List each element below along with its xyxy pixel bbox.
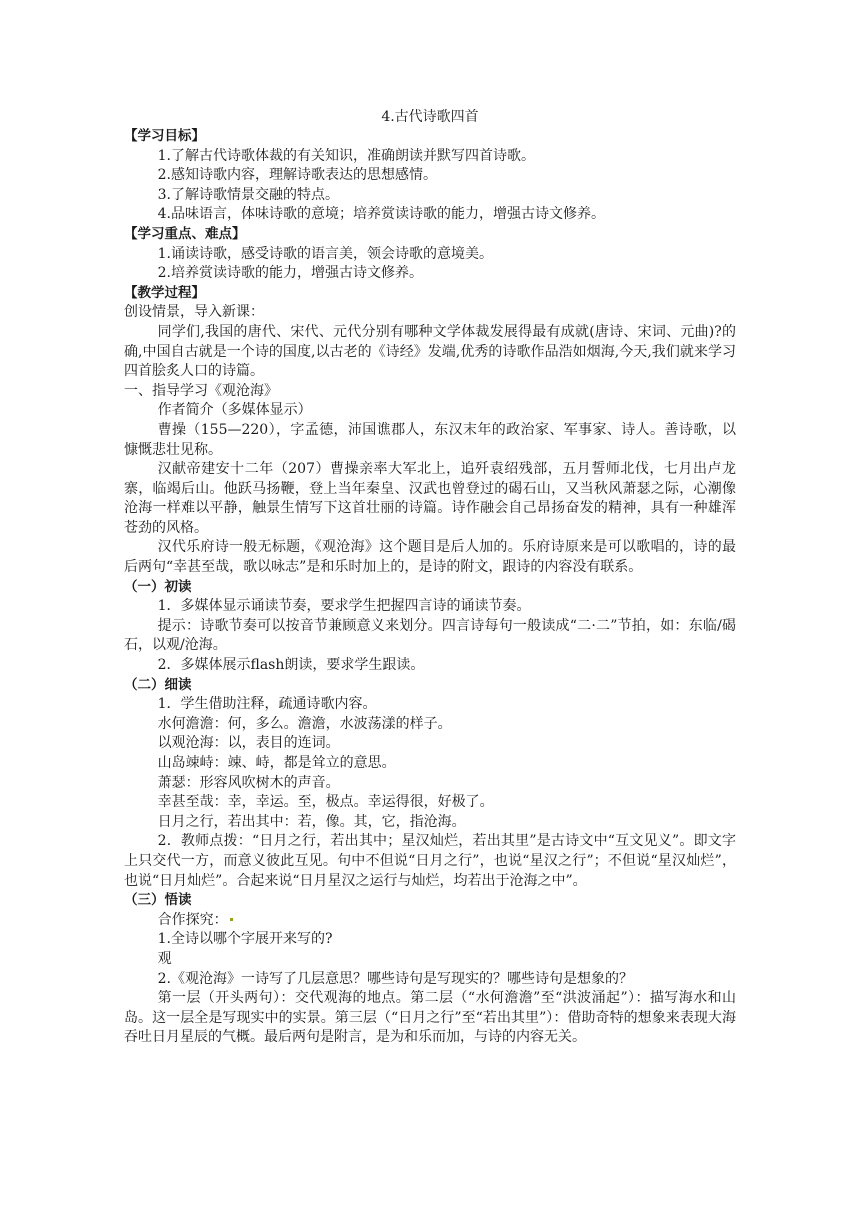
section-one-heading: 一、指导学习《观沧海》 <box>124 382 278 399</box>
intro-heading: 创设情景，导入新课： <box>124 304 264 321</box>
mark-dot <box>230 918 233 921</box>
author-paragraph: 曹操（155—220），字孟德，沛国谯郡人，东汉末年的政治家、军事家、诗人。善诗歌，以慷慨悲壮见称。 <box>124 421 736 458</box>
close-reading-step: 2．教师点拨：“日月之行，若出其中；星汉灿烂，若出其里”是古诗文中“互文见义”。即文字上只交代一方，而意义彼此互见。句中不但说“日月之行”，也说“星汉之行”；不但说“星汉灿烂”，也说“日月灿烂”。合起来说“日月星汉之运行与灿烂，均若出于沧海之中”。 <box>124 833 736 889</box>
question-item: 1.全诗以哪个字展开来写的? <box>157 931 333 948</box>
insight-reading-heading: （三）悟读 <box>124 892 192 909</box>
section-heading-key-points: 【学习重点、难点】 <box>124 225 246 242</box>
cooperative-inquiry-text: 合作探究： <box>157 911 228 928</box>
first-reading-step: 2．多媒体展示flash朗读，要求学生跟读。 <box>157 657 425 674</box>
goal-item: 3.了解诗歌情景交融的特点。 <box>157 186 339 203</box>
annotation-line: 日月之行，若出其中：若，像。其，它，指沧海。 <box>157 813 466 830</box>
section-heading-goals: 【学习目标】 <box>124 128 205 144</box>
goal-item: 4.品味语言，体味诗歌的意境；培养赏读诗歌的能力，增强古诗文修养。 <box>157 206 605 223</box>
cooperative-inquiry-label <box>124 911 736 931</box>
annotation-line: 山岛竦峙：竦、峙，都是耸立的意思。 <box>157 755 396 771</box>
first-reading-heading: （一）初读 <box>124 578 192 595</box>
author-intro-heading: 作者简介（多媒体显示） <box>157 402 312 419</box>
key-point-item: 1.诵读诗歌，感受诗歌的语言美，领会诗歌的意境美。 <box>157 245 493 262</box>
key-point-item: 2.培养赏读诗歌的能力，增强古诗文修养。 <box>157 265 423 282</box>
annotation-line: 以观沧海：以，表目的连词。 <box>157 735 340 752</box>
yuefu-paragraph: 汉代乐府诗一般无标题，《观沧海》这个题目是后人加的。乐府诗原来是可以歌唱的，诗的最后两句“幸甚至哉，歌以咏志”是和乐时加上的，是诗的附文，跟诗的内容没有联系。 <box>124 539 736 576</box>
annotation-line: 水何澹澹：何，多么。澹澹，水波荡漾的样子。 <box>157 715 452 732</box>
document-body <box>124 127 736 1048</box>
annotation-line: 萧瑟：形容风吹树木的声音。 <box>157 774 340 791</box>
first-reading-tip: 提示：诗歌节奏可以按音节兼顾意义来划分。四言诗每句一般读成“二·二”节拍，如：东临/碣石，以观/沧海。 <box>124 617 736 654</box>
answer-item: 观 <box>157 950 172 967</box>
intro-paragraph: 同学们,我国的唐代、宋代、元代分别有哪种文学体裁发展得最有成就(唐诗、宋词、元曲)?的确,中国自古就是一个诗的国度,以古老的《诗经》发端,优秀的诗歌作品浩如烟海,今天,我们就来学习四首脍炙人口的诗篇。 <box>124 323 736 380</box>
document-title: 4.古代诗歌四首 <box>381 109 479 125</box>
question-item: 2.《观沧海》一诗写了几层意思？哪些诗句是写现实的？哪些诗句是想象的？ <box>157 970 633 987</box>
goal-item: 2.感知诗歌内容，理解诗歌表达的思想感情。 <box>157 167 437 184</box>
section-heading-process: 【教学过程】 <box>124 284 205 301</box>
goal-item: 1.了解古代诗歌体裁的有关知识，准确朗读并默写四首诗歌。 <box>157 147 535 164</box>
close-reading-step: 1．学生借助注释，疏通诗歌内容。 <box>157 696 377 713</box>
background-paragraph: 汉献帝建安十二年（207）曹操亲率大军北上，追歼袁绍残部，五月誓师北伐，七月出卢龙寨，临竭后山。他跃马扬鞭，登上当年秦皇、汉武也曾登过的碣石山，又当秋风萧瑟之际，心潮像沧海一样难以平静，触景生情写下这首壮丽的诗篇。诗作融会自己昂扬奋发的精神，具有一种雄浑苍劲的风格。 <box>124 461 736 536</box>
annotation-line: 幸甚至哉：幸，幸运。至，极点。幸运得很，好极了。 <box>157 794 494 811</box>
first-reading-step: 1．多媒体显示诵读节奏，要求学生把握四言诗的诵读节奏。 <box>157 598 531 615</box>
answer-item: 第一层（开头两句）：交代观海的地点。第二层（“水何澹澹”至“洪波涌起”）：描写海水和山岛。这一层全是写现实中的实景。第三层（“日月之行”至“若出其里”）：借助奇特的想象来表现大海吞吐日月星辰的气概。最后两句是附言，是为和乐而加，与诗的内容无关。 <box>124 990 736 1046</box>
close-reading-heading: （二）细读 <box>124 676 192 693</box>
